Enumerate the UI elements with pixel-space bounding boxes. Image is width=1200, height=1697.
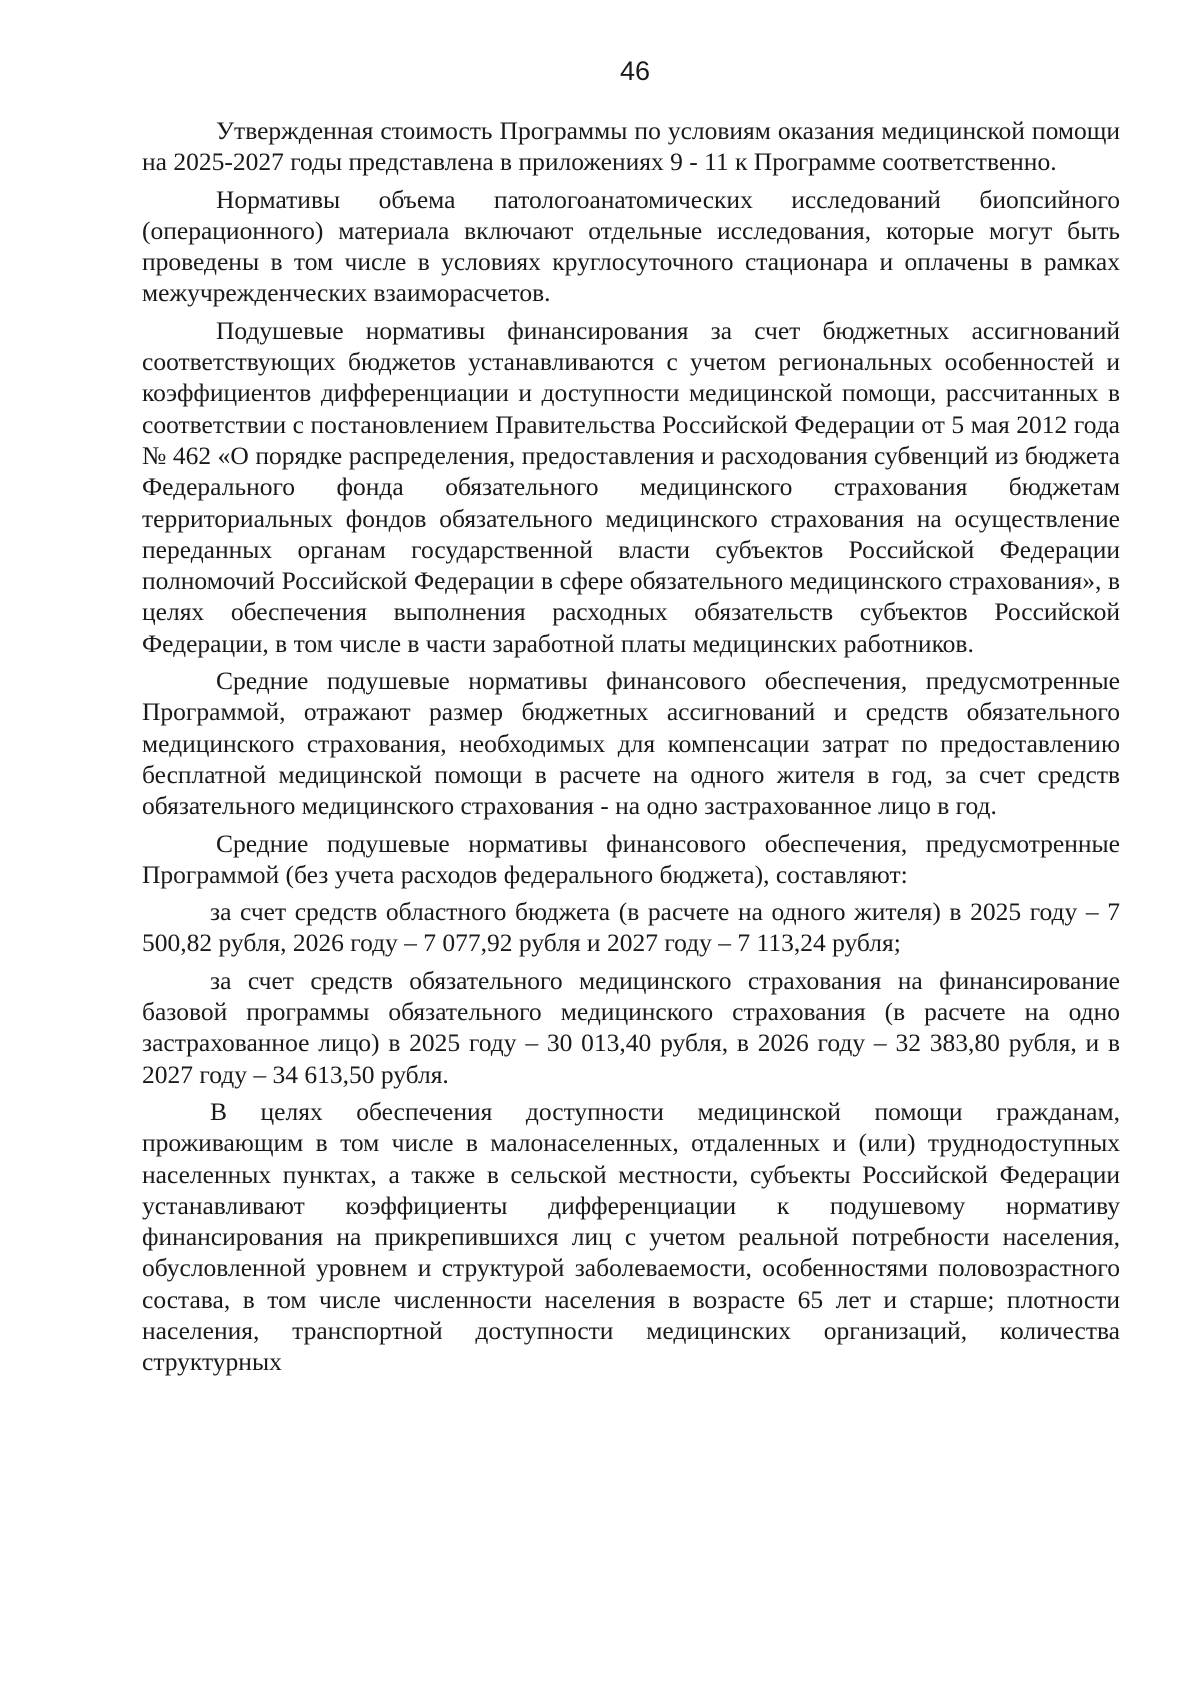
paragraph-regional-budget-values: за счет средств областного бюджета (в расчете на одного жителя) в 2025 году – 7 500,82 рубля, 2026 году – 7 077,92 рубля и 2027 году – 7 113,24 рубля; <box>142 897 1120 958</box>
paragraph-accessibility-coefficients: В целях обеспечения доступности медицинской помощи гражданам, проживающим в том числе в малонаселенных, отдаленных и (или) труднодоступных населенных пунктах, а также в сельской местности, субъекты Российской Федерации устанавливают коэффициенты дифференциации к подушевому нормативу финансирования на прикрепившихся лиц с учетом реальной потребности населения, обусловленной уровнем и структурой заболеваемости, особенностями половозрастного состава, в том числе численности населения в возрасте 65 лет и старше; плотности населения, транспортной доступности медицинских организаций, количества структурных <box>142 1096 1120 1377</box>
document-body <box>142 115 1120 1384</box>
paragraph-per-capita-financing: Подушевые нормативы финансирования за счет бюджетных ассигнований соответствующих бюджетов устанавливаются с учетом региональных особенностей и коэффициентов дифференциации и доступности медицинской помощи, рассчитанных в соответствии с постановлением Правительства Российской Федерации от 5 мая 2012 года № 462 «О порядке распределения, предоставления и расходования субвенций из бюджета Федерального фонда обязательного медицинского страхования бюджетам территориальных фондов обязательного медицинского страхования на осуществление переданных органам государственной власти субъектов Российской Федерации полномочий Российской Федерации в сфере обязательного медицинского страхования», в целях обеспечения выполнения расходных обязательств субъектов Российской Федерации, в том числе в части заработной платы медицинских работников. <box>142 315 1120 658</box>
paragraph-approved-cost: Утвержденная стоимость Программы по условиям оказания медицинской помощи на 2025-2027 годы представлена в приложениях 9 - 11 к Программе соответственно. <box>142 116 1120 177</box>
page-number: 46 <box>619 56 651 86</box>
paragraph-average-norms-intro: Средние подушевые нормативы финансового обеспечения, предусмотренные Программой (без учета расходов федерального бюджета), составляют: <box>142 828 1120 889</box>
paragraph-insurance-values: за счет средств обязательного медицинского страхования на финансирование базовой программы обязательного медицинского страхования (в расчете на одно застрахованное лицо) в 2025 году – 30 013,40 рубля, в 2026 году – 32 383,80 рубля, и в 2027 году – 34 613,50 рубля. <box>142 965 1120 1089</box>
paragraph-average-norms-description: Средние подушевые нормативы финансового обеспечения, предусмотренные Программой, отражают размер бюджетных ассигнований и средств обязательного медицинского страхования, необходимых для компенсации затрат по предоставлению бесплатной медицинской помощи в расчете на одного жителя в год, за счет средств обязательного медицинского страхования - на одно застрахованное лицо в год. <box>142 666 1120 821</box>
paragraph-pathology-norms: Нормативы объема патологоанатомических исследований биопсийного (операционного) материала включают отдельные исследования, которые могут быть проведены в том числе в условиях круглосуточного стационара и оплачены в рамках межучрежденческих взаиморасчетов. <box>142 184 1120 308</box>
